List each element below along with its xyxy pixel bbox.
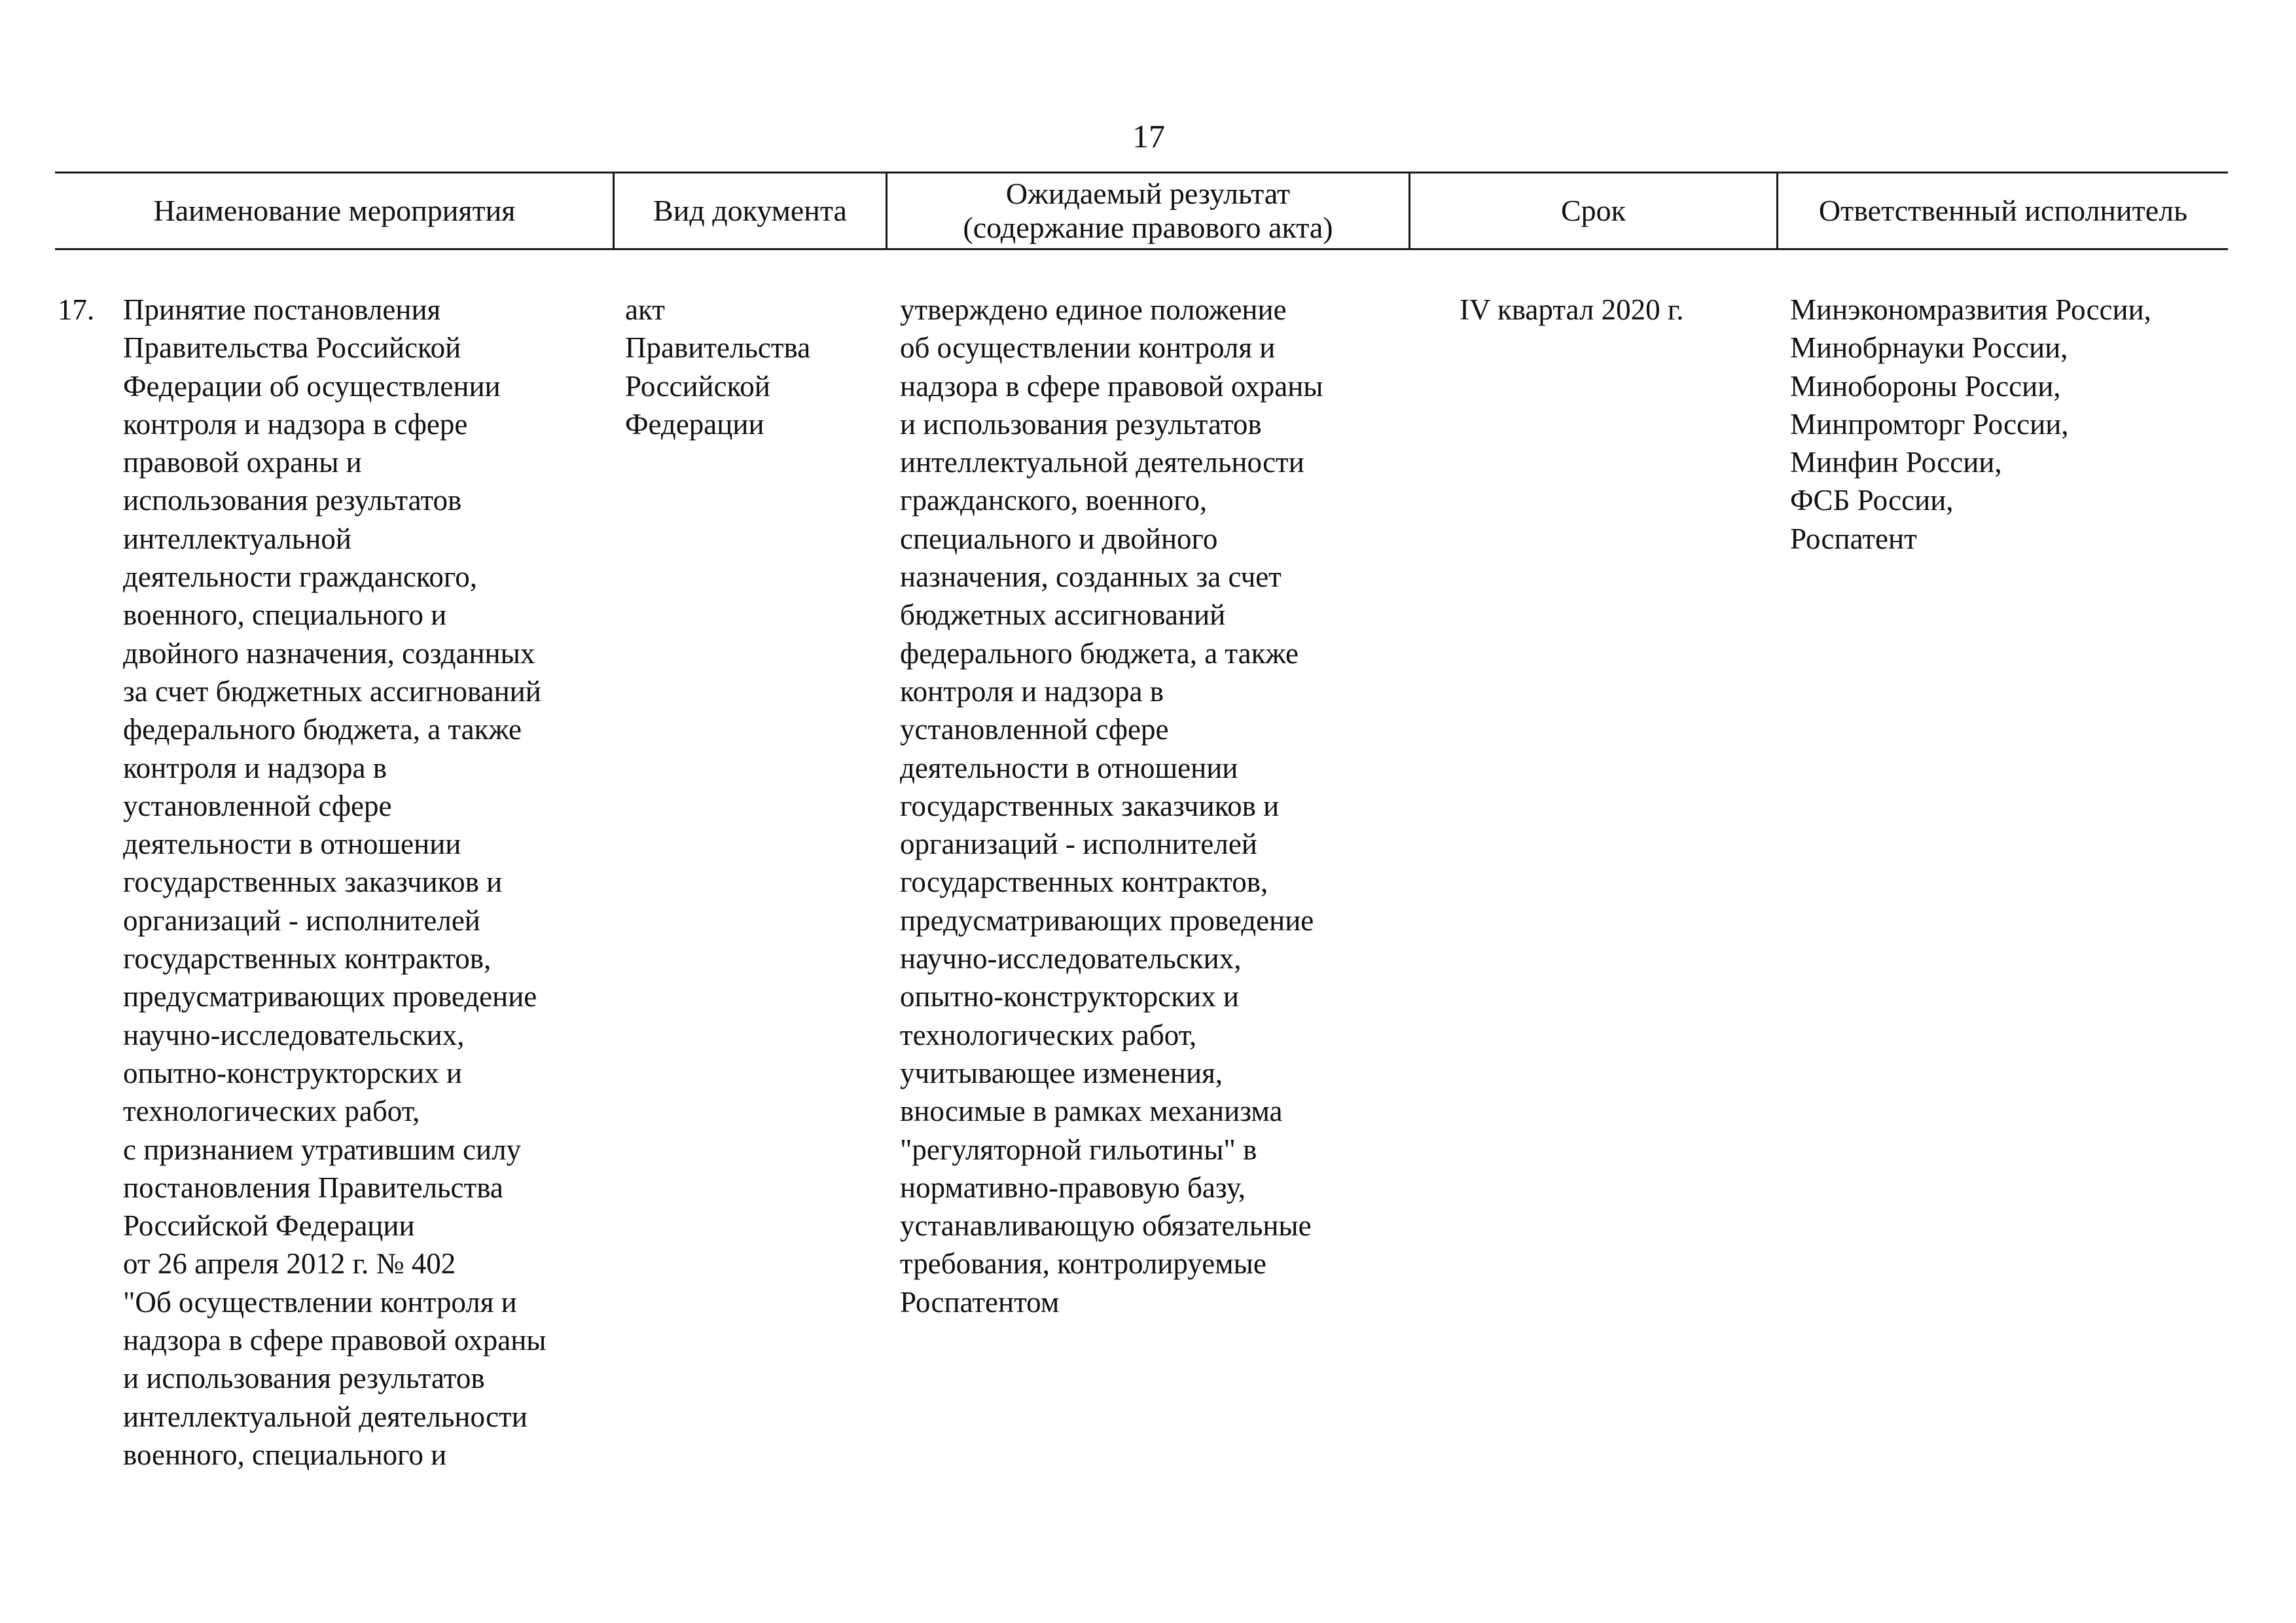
page-number: 17 bbox=[1132, 118, 1165, 155]
cell-expected-result: утверждено единое положение об осуществлении контроля и надзора в сфере правовой охраны и использования результатов интеллектуальной деятельности гражданского, военного, специального и двойного назначения, созданных за счет бюджетных ассигнований федерального бюджета, а также контроля и надзора в установленной сфере деятельности в отношении государственных заказчиков и организаций - исполнителей государственных контрактов, предусматривающих проведение научно-исследовательских, опытно-конструкторских и технологических работ, учитывающее изменения, вносимые в рамках механизма "регуляторной гильотины" в нормативно-правовую базу, устанавливающую обязательные требования, контролируемые Роспатентом bbox=[900, 293, 1323, 1319]
header-document-type: Вид документа bbox=[653, 194, 847, 227]
header-deadline: Срок bbox=[1560, 194, 1626, 227]
cell-document-type: акт Правительства Российской Федерации bbox=[625, 293, 811, 441]
header-expected-result: Ожидаемый результат (содержание правового акта) bbox=[963, 177, 1333, 244]
header-responsible: Ответственный исполнитель bbox=[1818, 194, 2188, 227]
row-number: 17. bbox=[58, 293, 95, 326]
header-event-name: Наименование мероприятия bbox=[153, 194, 516, 227]
cell-responsible: Минэкономразвития России, Минобрнауки России, Минобороны России, Минпромторг России, Минфин России, ФСБ России, Роспатент bbox=[1790, 293, 2151, 555]
cell-event-name: Принятие постановления Правительства Российской Федерации об осуществлении контроля и надзора в сфере правовой охраны и использования результатов интеллектуальной деятельности гражданского, военного, специального и двойного назначения, созданных за счет бюджетных ассигнований федерального бюджета, а также контроля и надзора в установленной сфере деятельности в отношении государственных заказчиков и организаций - исполнителей государственных контрактов, предусматривающих проведение научно-исследовательских, опытно-конструкторских и технологических работ, с признанием утратившим силу постановления Правительства Российской Федерации от 26 апреля 2012 г. № 402 "Об осуществлении контроля и надзора в сфере правовой охраны и использования результатов интеллектуальной деятельности военного, специального и bbox=[123, 293, 547, 1471]
cell-deadline: IV квартал 2020 г. bbox=[1460, 293, 1684, 326]
table-header-bottom-border bbox=[55, 248, 2228, 250]
